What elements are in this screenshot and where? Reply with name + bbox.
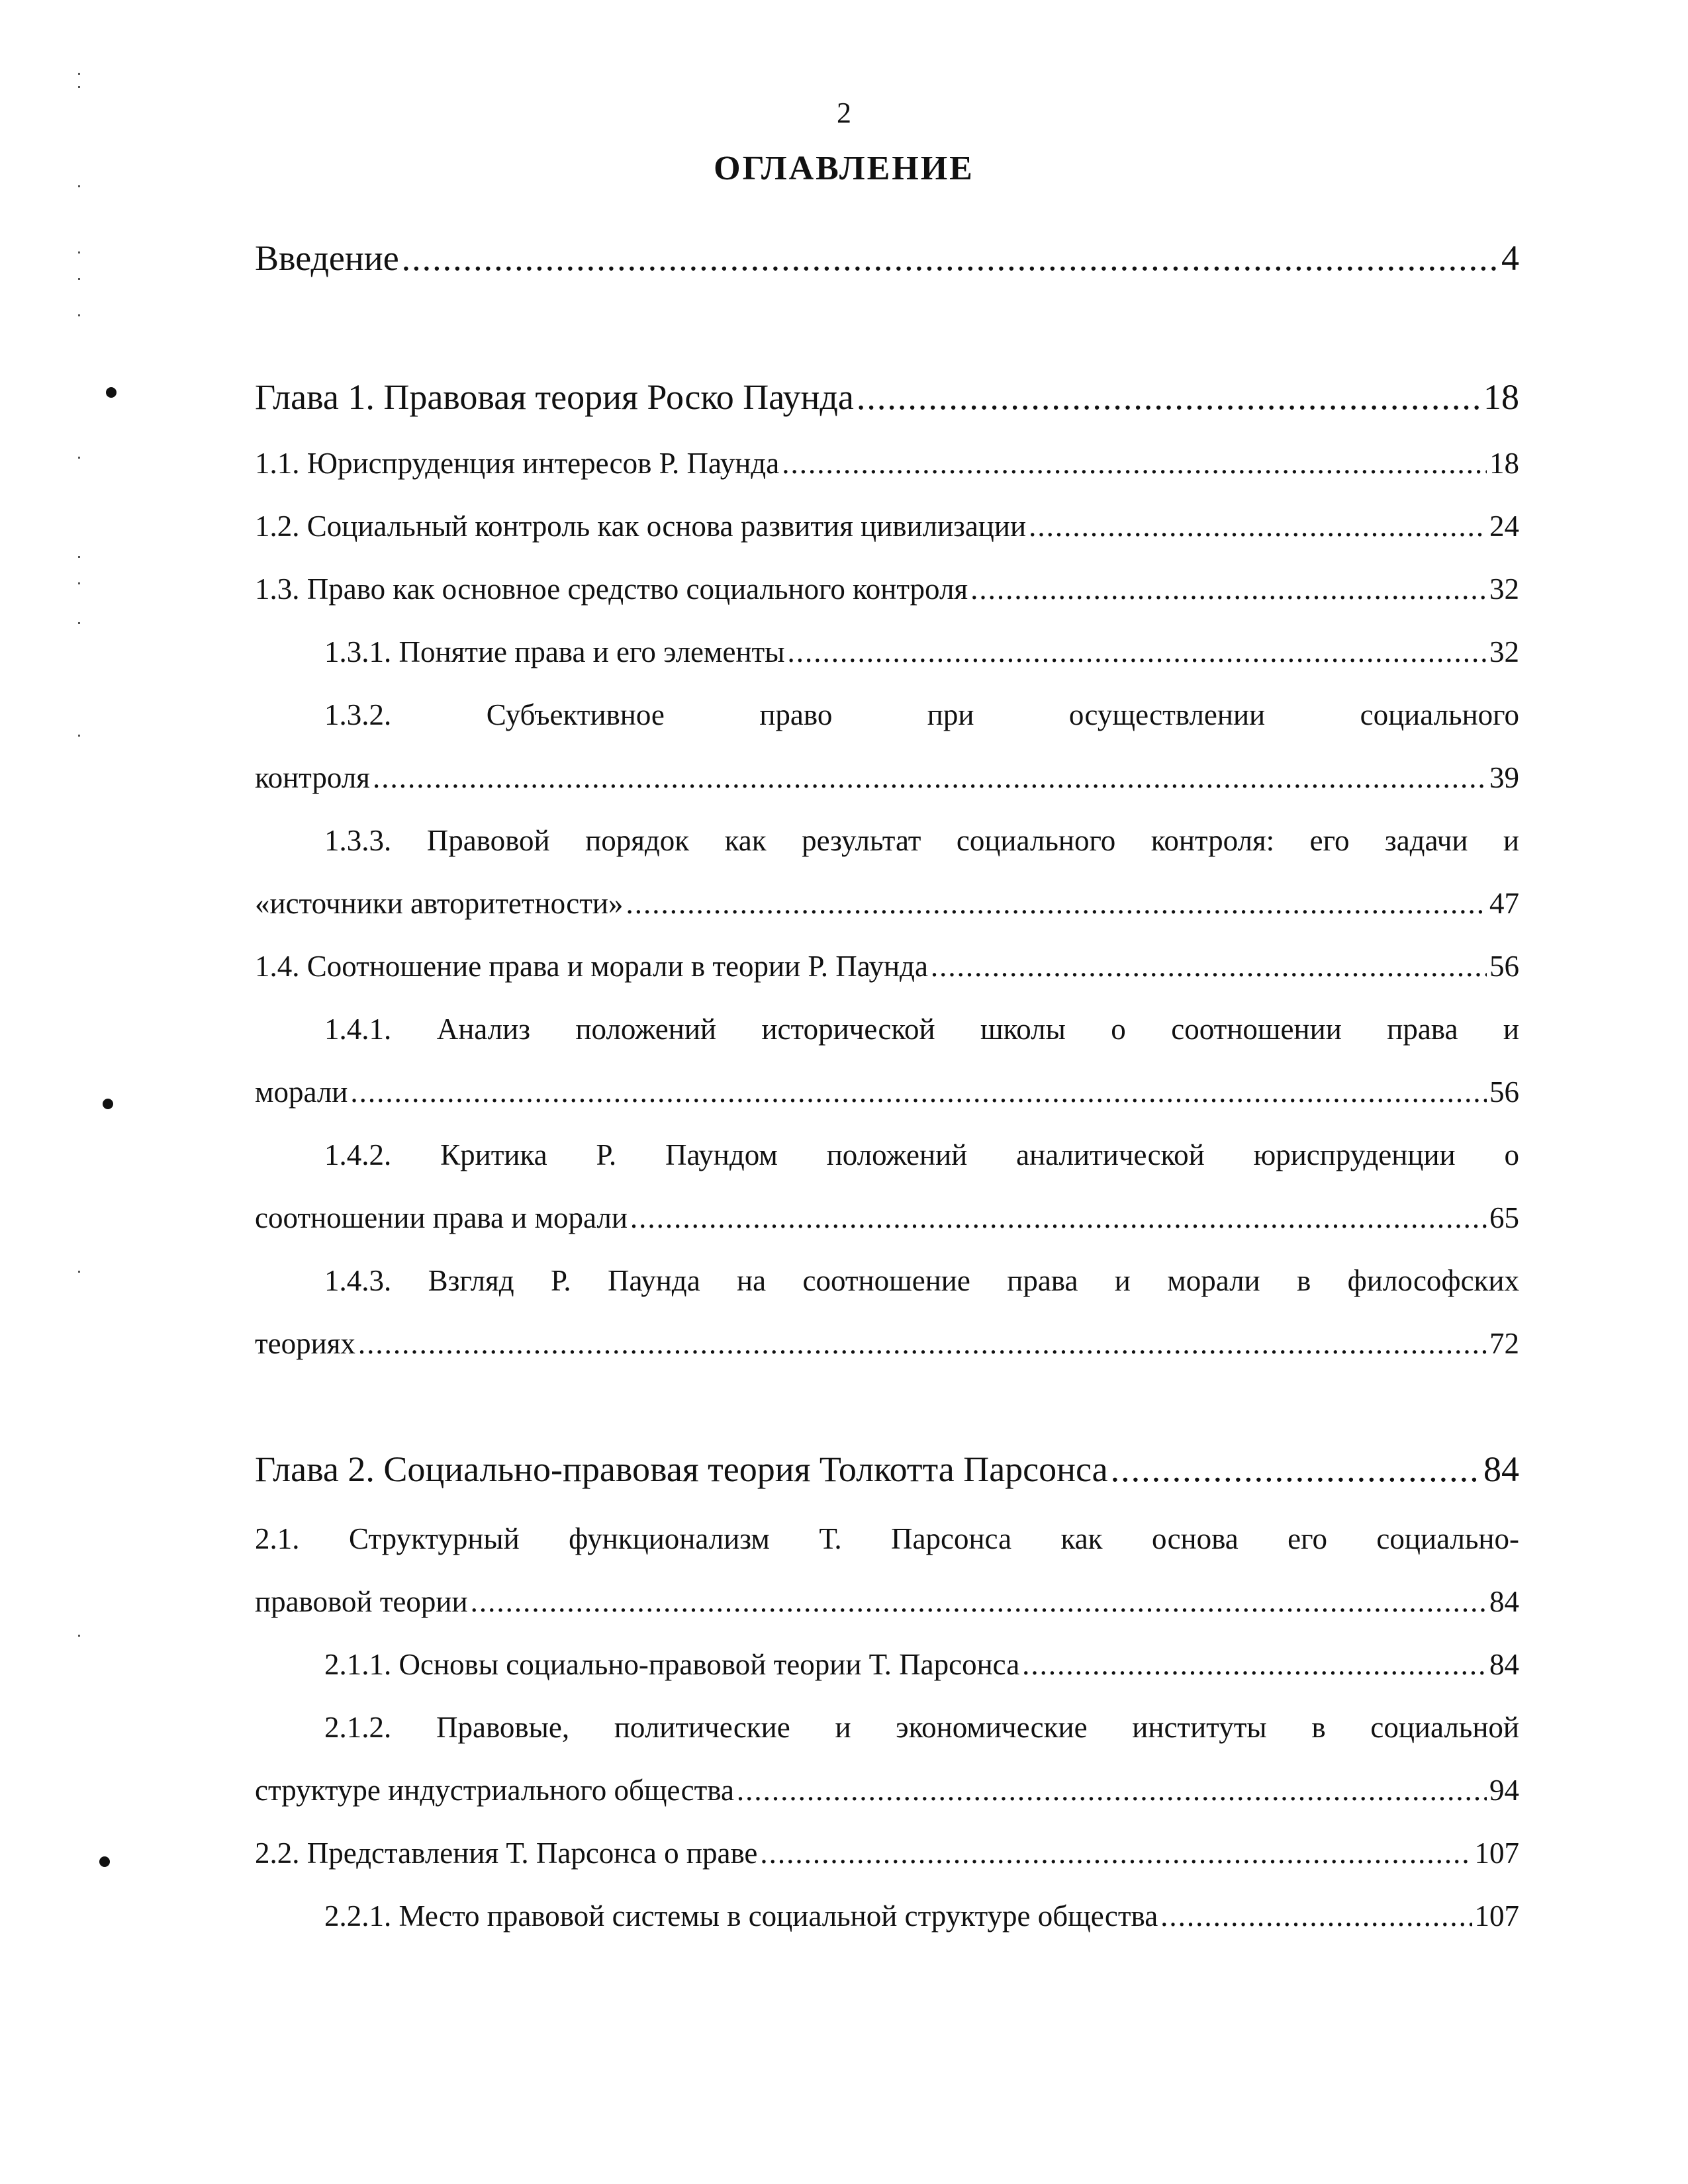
toc-page: 84: [1489, 1585, 1519, 1618]
toc-leader: [626, 884, 1487, 923]
toc-page: 56: [1489, 950, 1519, 983]
toc-title: «источники авторитетности»: [255, 887, 624, 920]
toc-page: 84: [1483, 1449, 1519, 1489]
toc-entry-2-1-line2[interactable]: [255, 1582, 1519, 1621]
toc-leader: [1029, 506, 1487, 546]
toc-entry-1-2[interactable]: [255, 506, 1519, 546]
toc-page: 4: [1501, 238, 1519, 278]
toc-title: 1.1. Юриспруденция интересов Р. Паунда: [255, 447, 780, 480]
toc-entry-introduction[interactable]: [255, 235, 1519, 281]
toc-entry-2-1-1[interactable]: [255, 1645, 1519, 1684]
toc-leader: [1160, 1896, 1472, 1936]
toc-leader: [471, 1582, 1487, 1621]
toc-title: 1.2. Социальный контроль как основа развития цивилизации: [255, 510, 1027, 543]
toc-entry-1-4-2-line2[interactable]: [255, 1198, 1519, 1238]
toc-leader: [760, 1833, 1472, 1873]
toc-entry-1-4-2-line1[interactable]: 1.4.2. Критика Р. Паундом положений аналитической юриспруденции о: [324, 1138, 1519, 1171]
toc-page: 18: [1483, 377, 1519, 417]
scan-speck: [78, 1635, 80, 1637]
toc-title: соотношении права и морали: [255, 1201, 628, 1234]
toc-title: Введение: [255, 238, 399, 278]
toc-title: 1.4. Соотношение права и морали в теории Р. Паунда: [255, 950, 928, 983]
toc-entry-chapter-1[interactable]: [255, 374, 1519, 420]
toc-entry-1-4[interactable]: [255, 946, 1519, 986]
toc-entry-2-1-2-line2[interactable]: [255, 1770, 1519, 1810]
toc-entry-1-4-1-line1[interactable]: 1.4.1. Анализ положений исторической школы о соотношении права и: [324, 1013, 1519, 1046]
toc-leader: [402, 235, 1499, 281]
punch-hole-mark: [103, 1099, 113, 1109]
toc-entry-2-1-line1[interactable]: 2.1. Структурный функционализм Т. Парсонса как основа его социально-: [255, 1522, 1519, 1555]
toc-page: 107: [1474, 1837, 1519, 1870]
scan-speck: [78, 582, 80, 584]
scan-speck: [78, 251, 80, 253]
toc-leader: [782, 443, 1487, 483]
toc-entry-1-3-3-line1[interactable]: 1.3.3. Правовой порядок как результат социального контроля: его задачи и: [324, 824, 1519, 857]
toc-title: структуре индустриального общества: [255, 1774, 734, 1807]
toc-page: 18: [1489, 447, 1519, 480]
scan-speck: [78, 556, 80, 558]
toc-entry-1-1[interactable]: [255, 443, 1519, 483]
toc-page: 32: [1489, 635, 1519, 668]
toc-entry-1-3-3-line2[interactable]: [255, 884, 1519, 923]
toc-entry-2-2-1[interactable]: [255, 1896, 1519, 1936]
toc-leader: [970, 569, 1487, 609]
toc-leader: [1111, 1446, 1481, 1492]
toc-leader: [350, 1072, 1487, 1112]
scan-speck: [78, 73, 80, 75]
toc-entry-1-3[interactable]: [255, 569, 1519, 609]
toc-leader: [1022, 1645, 1487, 1684]
punch-hole-mark: [106, 387, 117, 398]
toc-leader: [630, 1198, 1487, 1238]
toc-leader: [931, 946, 1487, 986]
toc-title: 1.3. Право как основное средство социального контроля: [255, 572, 968, 606]
toc-title: 2.2. Представления Т. Парсонса о праве: [255, 1837, 758, 1870]
toc-entry-1-4-3-line1[interactable]: 1.4.3. Взгляд Р. Паунда на соотношение права и морали в философских: [324, 1264, 1519, 1297]
scan-speck: [78, 86, 80, 88]
toc-page: 107: [1474, 1899, 1519, 1933]
toc-title: 2.2.1. Место правовой системы в социальной структуре общества: [324, 1899, 1158, 1933]
toc-leader: [737, 1770, 1487, 1810]
scan-speck: [78, 185, 80, 187]
toc-page: 24: [1489, 510, 1519, 543]
scan-speck: [78, 1271, 80, 1273]
toc-page: 65: [1489, 1201, 1519, 1234]
toc-leader: [857, 374, 1481, 420]
scan-speck: [78, 622, 80, 624]
toc-title: Глава 1. Правовая теория Роско Паунда: [255, 377, 854, 417]
toc-page: 47: [1489, 887, 1519, 920]
toc-title: контроля: [255, 761, 370, 794]
toc-leader: [358, 1324, 1487, 1363]
toc-page: 72: [1489, 1327, 1519, 1360]
toc-title: теориях: [255, 1327, 355, 1360]
scan-speck: [78, 735, 80, 737]
toc-page: 94: [1489, 1774, 1519, 1807]
toc-entry-1-4-1-line2[interactable]: [255, 1072, 1519, 1112]
toc-page: 56: [1489, 1075, 1519, 1109]
scan-speck: [78, 314, 80, 316]
toc-page: 32: [1489, 572, 1519, 606]
scan-speck: [78, 457, 80, 459]
scan-speck: [78, 278, 80, 280]
toc-leader: [787, 632, 1487, 672]
page-number: 2: [837, 97, 851, 129]
toc-leader: [373, 758, 1487, 797]
toc-page: 39: [1489, 761, 1519, 794]
toc-title: морали: [255, 1075, 348, 1109]
toc-heading: ОГЛАВЛЕНИЕ: [714, 150, 974, 187]
toc-entry-2-2[interactable]: [255, 1833, 1519, 1873]
toc-entry-1-3-1[interactable]: [255, 632, 1519, 672]
toc-page: 84: [1489, 1648, 1519, 1681]
toc-title: правовой теории: [255, 1585, 468, 1618]
toc-title: Глава 2. Социально-правовая теория Толкотта Парсонса: [255, 1449, 1108, 1489]
punch-hole-mark: [99, 1856, 110, 1867]
toc-entry-1-3-2-line1[interactable]: 1.3.2. Субъективное право при осуществлении социального: [324, 698, 1519, 731]
toc-entry-1-4-3-line2[interactable]: [255, 1324, 1519, 1363]
toc-entry-1-3-2-line2[interactable]: [255, 758, 1519, 797]
toc-title: 2.1.1. Основы социально-правовой теории Т. Парсонса: [324, 1648, 1020, 1681]
toc-title: 1.3.1. Понятие права и его элементы: [324, 635, 785, 668]
toc-entry-chapter-2[interactable]: [255, 1446, 1519, 1492]
toc-entry-2-1-2-line1[interactable]: 2.1.2. Правовые, политические и экономические институты в социальной: [324, 1711, 1519, 1744]
